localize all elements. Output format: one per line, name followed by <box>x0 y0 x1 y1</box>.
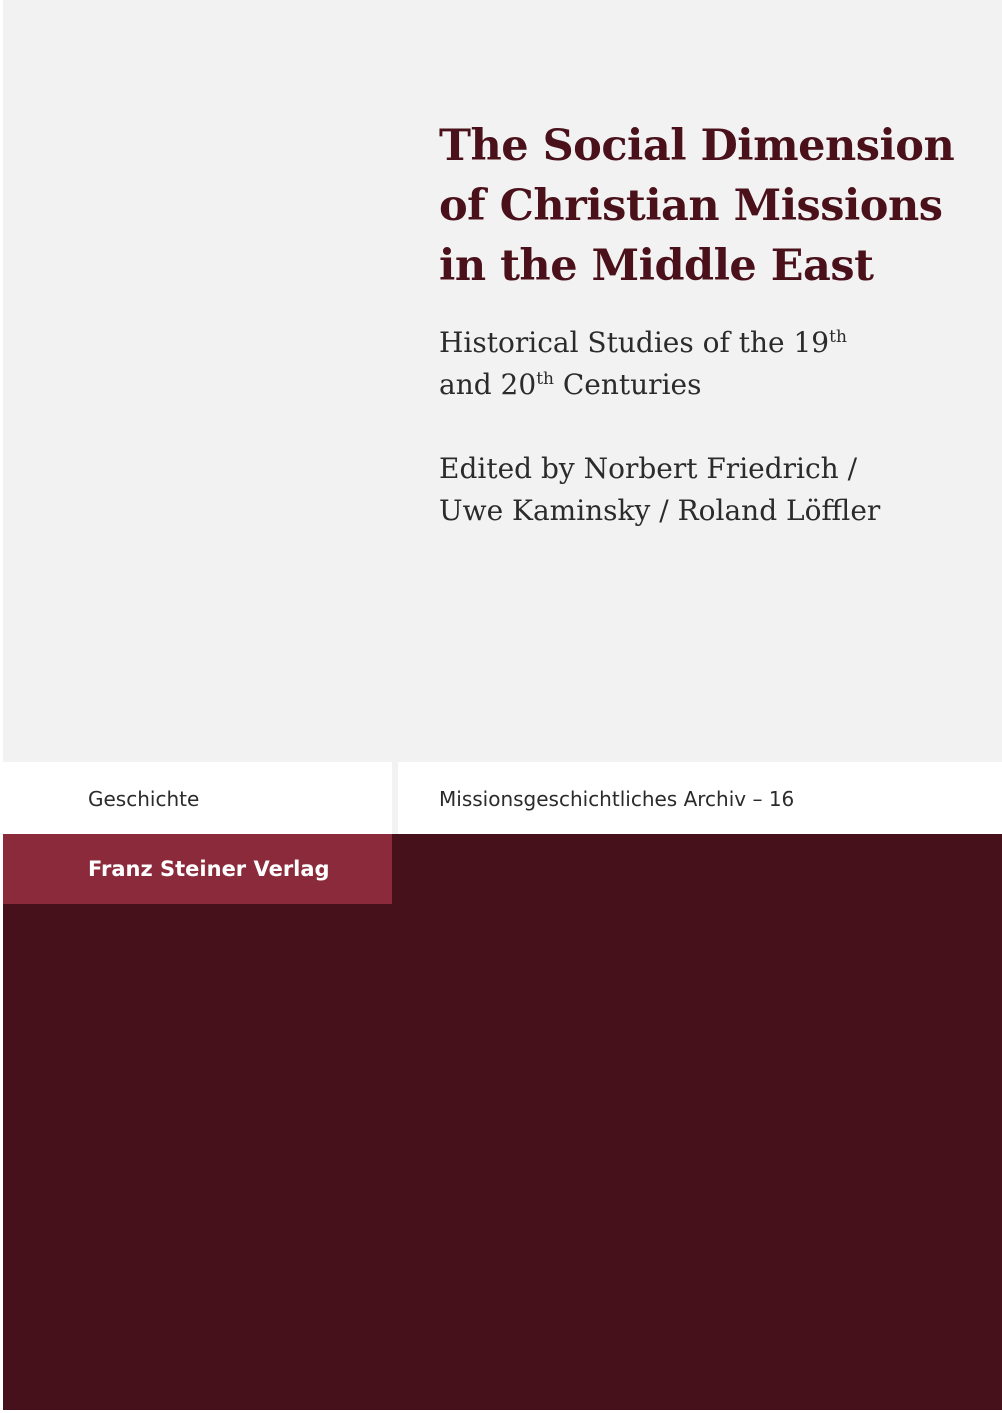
series-label: Missionsgeschichtliches Archiv – 16 <box>439 787 795 811</box>
subtitle-line-1 <box>439 322 979 364</box>
book-subtitle <box>439 322 979 406</box>
subtitle-line-2-start: and 20 <box>439 368 537 401</box>
subtitle-line-2-end: Centuries <box>553 368 702 401</box>
subtitle-line-1-text: Historical Studies of the 19 <box>439 326 830 359</box>
book-title <box>439 116 999 296</box>
subtitle-line-2 <box>439 364 979 406</box>
book-title-line-2: of Christian Missions <box>439 181 943 231</box>
editors-line-2: Uwe Kaminsky / Roland Löffler <box>439 494 881 527</box>
subtitle-line-2-superscript: th <box>536 369 554 389</box>
subtitle-line-1-superscript: th <box>829 327 847 347</box>
book-title-line-3: in the Middle East <box>439 241 874 291</box>
book-editors <box>439 448 979 532</box>
book-title-line-1: The Social Dimension <box>439 121 955 171</box>
cover-bottom-panel <box>3 834 1002 1410</box>
publisher-name: Franz Steiner Verlag <box>88 857 330 881</box>
category-label: Geschichte <box>88 787 200 811</box>
editors-line-1: Edited by Norbert Friedrich / <box>439 452 858 485</box>
